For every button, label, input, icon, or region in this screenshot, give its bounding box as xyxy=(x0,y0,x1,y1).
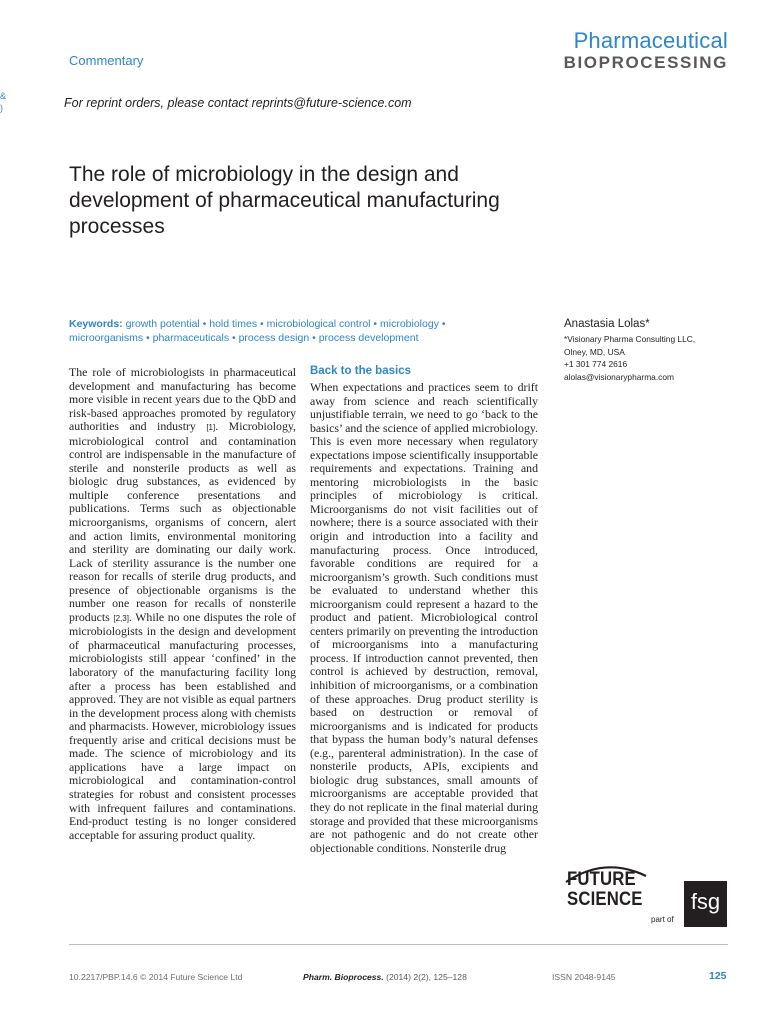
future-science-word1: FUTURE xyxy=(567,869,636,890)
author-affiliation: *Visionary Pharma Consulting LLC, xyxy=(564,334,696,344)
footer-divider xyxy=(69,944,728,945)
journal-name-line1: Pharmaceutical xyxy=(573,28,728,53)
future-science-word2: SCIENCE xyxy=(567,889,643,910)
section-label: Commentary xyxy=(69,53,144,68)
footer-doi: 10.2217/PBP.14.6 © 2014 Future Science Ltd xyxy=(69,972,243,982)
keywords-list: growth potential • hold times • microbiological control • microbiology • microorganisms • pharmaceuticals • process design • process development xyxy=(69,318,446,344)
page-number: 125 xyxy=(709,970,727,982)
body-column-left xyxy=(69,366,296,842)
body-text: . Microbiology, microbiological control and contamination control are indispensable in the manufacture of sterile and nonsterile products as well as biologic drug substances, as evidenced by multiple conference presentations and publications. Terms such as objectionable microorganisms, organisms of concern, alert and action limits, environmental monitoring and sterility are dominating our daily work. Lack of sterility assurance is the number one reason for recalls of sterile drug products, and presence of objectionable organisms is the number one reason for recalls of nonsterile products xyxy=(69,419,296,624)
body-text: . While no one disputes the role of microbiologists in the design and development of pharmaceutical manufacturing processes, microbiologists still appear ‘confined’ in the laboratory of the manufacturing facility long after a process has been established and approved. They are not visible as equal partners in the development process along with chemists and pharmacists. However, microbiology issues frequently arise and critical decisions must be made. The science of microbiology and its applications have a large impact on microbiological and contamination-control strategies for robust and consistent processes with infrequent failures and contaminations. End-product testing is no longer considered acceptable for assuring product quality. xyxy=(69,609,296,842)
keywords-label: Keywords: xyxy=(69,318,123,330)
section-heading: Back to the basics xyxy=(310,365,411,377)
author-name: Anastasia Lolas* xyxy=(564,318,650,330)
citation-ref[interactable]: [2,3] xyxy=(113,613,129,623)
citation-ref[interactable]: [1] xyxy=(206,423,216,433)
page-edge-mark: & ) xyxy=(0,91,7,113)
author-block xyxy=(564,318,734,383)
future-science-logo xyxy=(567,870,653,910)
author-phone: +1 301 774 2616 xyxy=(564,359,628,370)
author-email[interactable]: alolas@visionarypharma.com xyxy=(564,371,674,382)
part-of-label: part of xyxy=(651,915,674,924)
journal-logo xyxy=(564,30,728,71)
footer-issn: ISSN 2048-9145 xyxy=(552,972,616,982)
reprint-notice: For reprint orders, please contact reprints@future-science.com xyxy=(64,96,412,110)
footer-journal-abbrev: Pharm. Bioprocess. xyxy=(303,972,384,982)
footer-volume-pages: (2014) 2(2), 125–128 xyxy=(383,972,467,982)
footer-citation xyxy=(303,972,467,982)
article-title: The role of microbiology in the design and development of pharmaceutical manufacturing processes xyxy=(69,163,500,238)
author-location: Olney, MD, USA xyxy=(564,346,625,357)
keywords xyxy=(69,317,489,345)
journal-name-line2: BIOPROCESSING xyxy=(563,53,728,72)
body-text: When expectations and practices seem to drift away from science and reach scientifically unjustifiable terrain, we need to go ‘back to the basics’ and the science of applied microbiology. This is even more necessary when regulatory expectations impose scientifically insupportable requirements and expectations. Training and mentoring microbiologists in the basic principles of microbiology is critical. Microorganisms do not visit facilities out of nowhere; there is a source associated with their origin and introduction into a facility and manufacturing process. Once introduced, favorable conditions are required for a microorganism’s growth. Such conditions must be evaluated to understand whether this microorganism could represent a hazard to the product and patient. Microbiological control centers primarily on preventing the introduction of microorganisms into a manufacturing process. If introduction cannot prevented, then control is achieved by destruction, removal, inhibition of microorganisms, or a combination of these approaches. Drug product sterility is based on destruction or removal of microorganisms and is indicated for products that bypass the human body’s natural defenses (e.g., parenteral administration). In the case of nonsterile products, APIs, excipients and biologic drug substances, small amounts of microorganisms are acceptable provided that they do not replicate in the final material during storage and provided that these microorganisms are not pathogenic and do not create other objectionable conditions. Nonsterile drug xyxy=(310,380,538,855)
body-column-middle xyxy=(310,381,538,855)
fsg-logo: fsg xyxy=(684,881,727,927)
body-text: The role of microbiologists in pharmaceutical development and manufacturing has become more visible in recent years due to the QbD and risk-based approaches promoted by regulatory authorities and industry xyxy=(69,365,296,434)
